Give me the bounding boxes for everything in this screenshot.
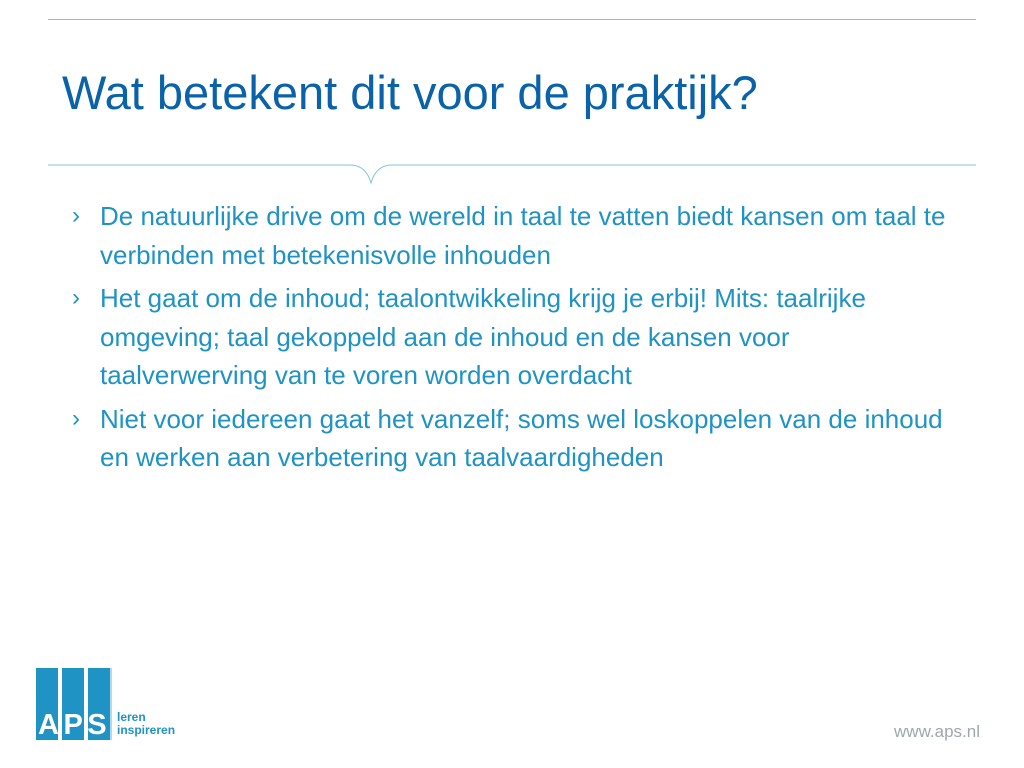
logo-tagline-line2: inspireren <box>117 723 176 737</box>
top-rule <box>48 19 976 20</box>
bullet-text: De natuurlijke drive om de wereld in taal te vatten biedt kansen om taal te verbinden met betekenisvolle inhouden <box>100 201 946 270</box>
bullet-text: Het gaat om de inhoud; taalontwikkeling krijg je erbij! Mits: taalrijke omgeving; taal gekoppeld aan de inhoud en de kansen voor taalverwerving van te voren worden overdacht <box>100 283 866 390</box>
logo-tagline <box>117 711 175 737</box>
notch-divider <box>0 150 1024 195</box>
bullet-list <box>0 197 1024 482</box>
bullet-item <box>0 400 950 477</box>
chevron-right-icon: › <box>72 202 80 229</box>
bullet-item <box>0 279 950 395</box>
logo-tagline-line1: leren <box>117 710 146 724</box>
chevron-right-icon: › <box>72 284 80 311</box>
footer-url[interactable]: www.aps.nl <box>894 722 980 741</box>
logo-letters: APS <box>38 709 112 740</box>
bullet-item <box>0 197 950 274</box>
slide-title: Wat betekent dit voor de praktijk? <box>62 66 758 119</box>
chevron-right-icon: › <box>72 404 80 432</box>
bullet-text: Niet voor iedereen gaat het vanzelf; soms wel loskoppelen van de inhoud en werken aan verbetering van taalvaardigheden <box>100 403 943 472</box>
